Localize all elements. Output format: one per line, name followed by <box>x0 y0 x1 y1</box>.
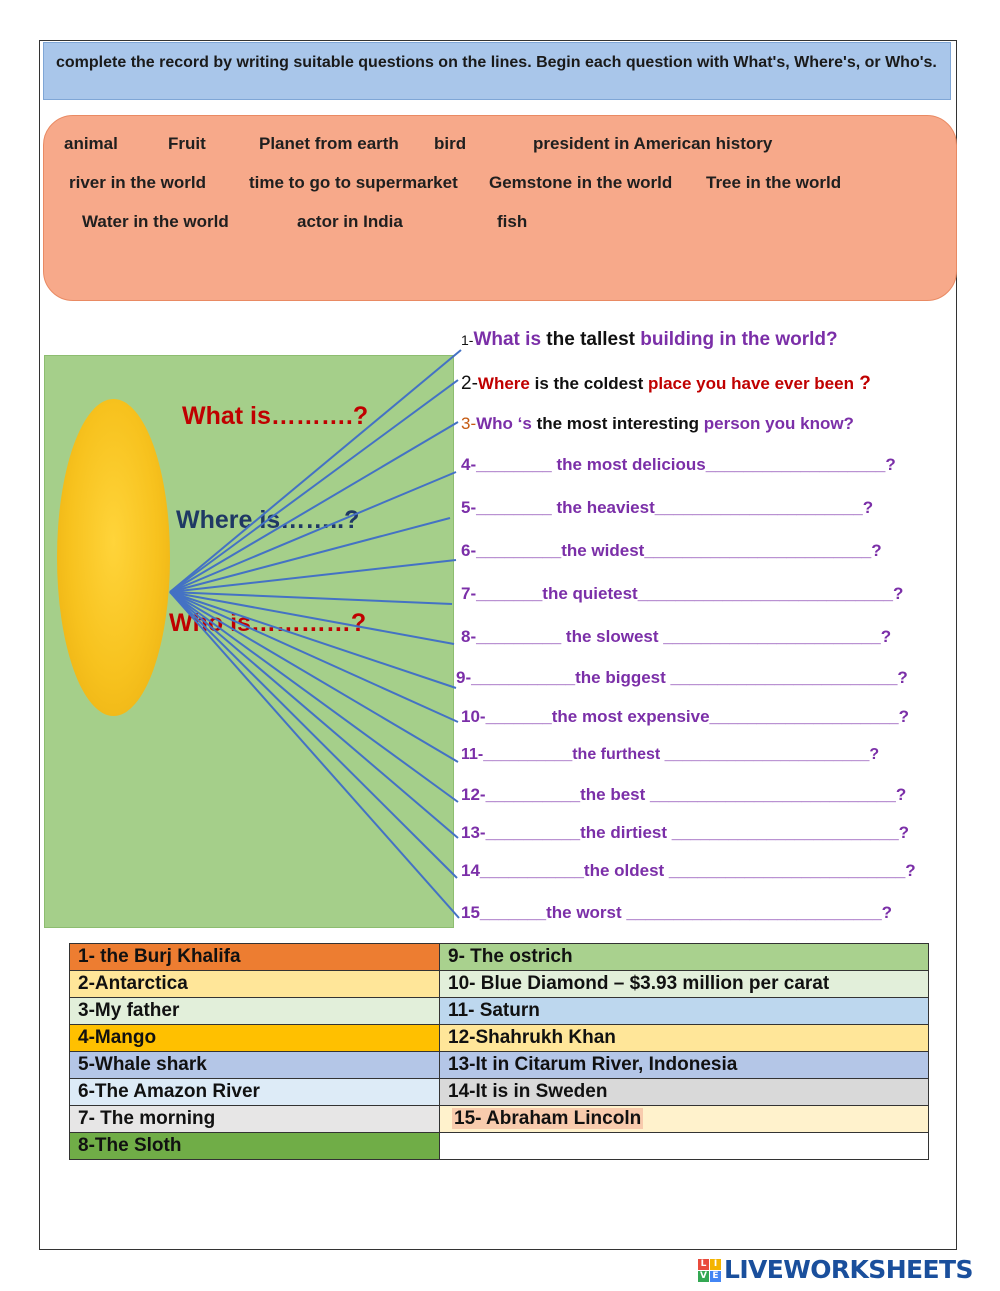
word-bank-item: Water in the world <box>82 212 229 231</box>
logo-badge-letter: L <box>698 1259 709 1270</box>
answer-cell-right: 12-Shahrukh Khan <box>440 1025 929 1052</box>
answer-cell-left: 6-The Amazon River <box>70 1079 440 1106</box>
answer-cell-right: 9- The ostrich <box>440 944 929 971</box>
answer-cell-right: 14-It is in Sweden <box>440 1079 929 1106</box>
answer-cell-right: 11- Saturn <box>440 998 929 1025</box>
question-6[interactable]: 6-_________the widest________________________? <box>461 541 882 560</box>
answer-row <box>70 1133 929 1160</box>
answer-cell-right: 10- Blue Diamond – $3.93 million per carat <box>440 971 929 998</box>
answer-cell-right <box>440 1133 929 1160</box>
logo-text: LIVEWORKSHEETS <box>724 1255 973 1284</box>
word-bank-item: actor in India <box>297 212 403 231</box>
logo-badge-letter: I <box>710 1259 721 1270</box>
logo-badge <box>698 1259 721 1282</box>
sun-ellipse <box>57 399 170 716</box>
liveworksheets-logo <box>698 1256 994 1286</box>
answer-cell-left: 4-Mango <box>70 1025 440 1052</box>
question-3: 3-Who ‘s the most interesting person you know? <box>461 414 854 433</box>
answer-cell-left: 1- the Burj Khalifa <box>70 944 440 971</box>
stem-where: Where is……..? <box>176 506 360 534</box>
answer-row <box>70 1052 929 1079</box>
word-bank-item: bird <box>434 134 467 153</box>
question-10[interactable]: 10-_______the most expensive____________________? <box>461 707 910 726</box>
word-bank-item: river in the world <box>69 173 206 192</box>
question-8[interactable]: 8-_________ the slowest _______________________? <box>461 627 892 646</box>
instruction-banner: complete the record by writing suitable questions on the lines. Begin each question with What's, Where's, or Who's. <box>43 42 951 100</box>
question-11[interactable]: 11-__________the furthest _______________________? <box>461 746 880 763</box>
question-2: 2-Where is the coldest place you have ever been ? <box>461 373 871 394</box>
answer-cell-left: 5-Whale shark <box>70 1052 440 1079</box>
word-bank-item: animal <box>64 134 118 153</box>
answer-row <box>70 1079 929 1106</box>
answer-table <box>69 943 929 1160</box>
question-15[interactable]: 15_______the worst ___________________________? <box>461 903 893 922</box>
word-bank-item: president in American history <box>533 134 773 153</box>
stem-who: Who is…………? <box>169 609 367 637</box>
word-bank-item: Gemstone in the world <box>489 173 673 192</box>
answer-cell-left: 3-My father <box>70 998 440 1025</box>
question-1: 1-What is the tallest building in the world? <box>461 329 838 350</box>
word-bank-item: Planet from earth <box>259 134 399 153</box>
stem-what: What is……….? <box>182 402 369 430</box>
question-9[interactable]: 9-___________the biggest ________________________? <box>456 668 908 687</box>
word-bank-item: Tree in the world <box>706 173 842 192</box>
word-bank <box>43 115 957 301</box>
answer-row <box>70 944 929 971</box>
question-14[interactable]: 14___________the oldest _________________________? <box>461 861 916 880</box>
answer-row <box>70 1106 929 1133</box>
answer-row <box>70 1025 929 1052</box>
answer-row <box>70 971 929 998</box>
logo-badge-letter: E <box>710 1271 721 1282</box>
answer-cell-left: 7- The morning <box>70 1106 440 1133</box>
word-bank-item: time to go to supermarket <box>249 173 458 192</box>
answer-cell-right <box>440 1106 929 1133</box>
question-4[interactable]: 4-________ the most delicious___________________? <box>461 455 896 474</box>
question-12[interactable]: 12-__________the best __________________________? <box>461 785 907 804</box>
question-7[interactable]: 7-_______the quietest___________________________? <box>461 584 904 603</box>
answer-cell-left: 2-Antarctica <box>70 971 440 998</box>
question-5[interactable]: 5-________ the heaviest______________________? <box>461 498 874 517</box>
answer-cell-left: 8-The Sloth <box>70 1133 440 1160</box>
word-bank-item: Fruit <box>168 134 206 153</box>
answer-row <box>70 998 929 1025</box>
logo-badge-letter: V <box>698 1271 709 1282</box>
answer-highlight: 15- Abraham Lincoln <box>454 1108 642 1129</box>
answer-cell-right: 13-It in Citarum River, Indonesia <box>440 1052 929 1079</box>
question-13[interactable]: 13-__________the dirtiest ________________________? <box>461 823 910 842</box>
word-bank-item: fish <box>497 212 528 231</box>
